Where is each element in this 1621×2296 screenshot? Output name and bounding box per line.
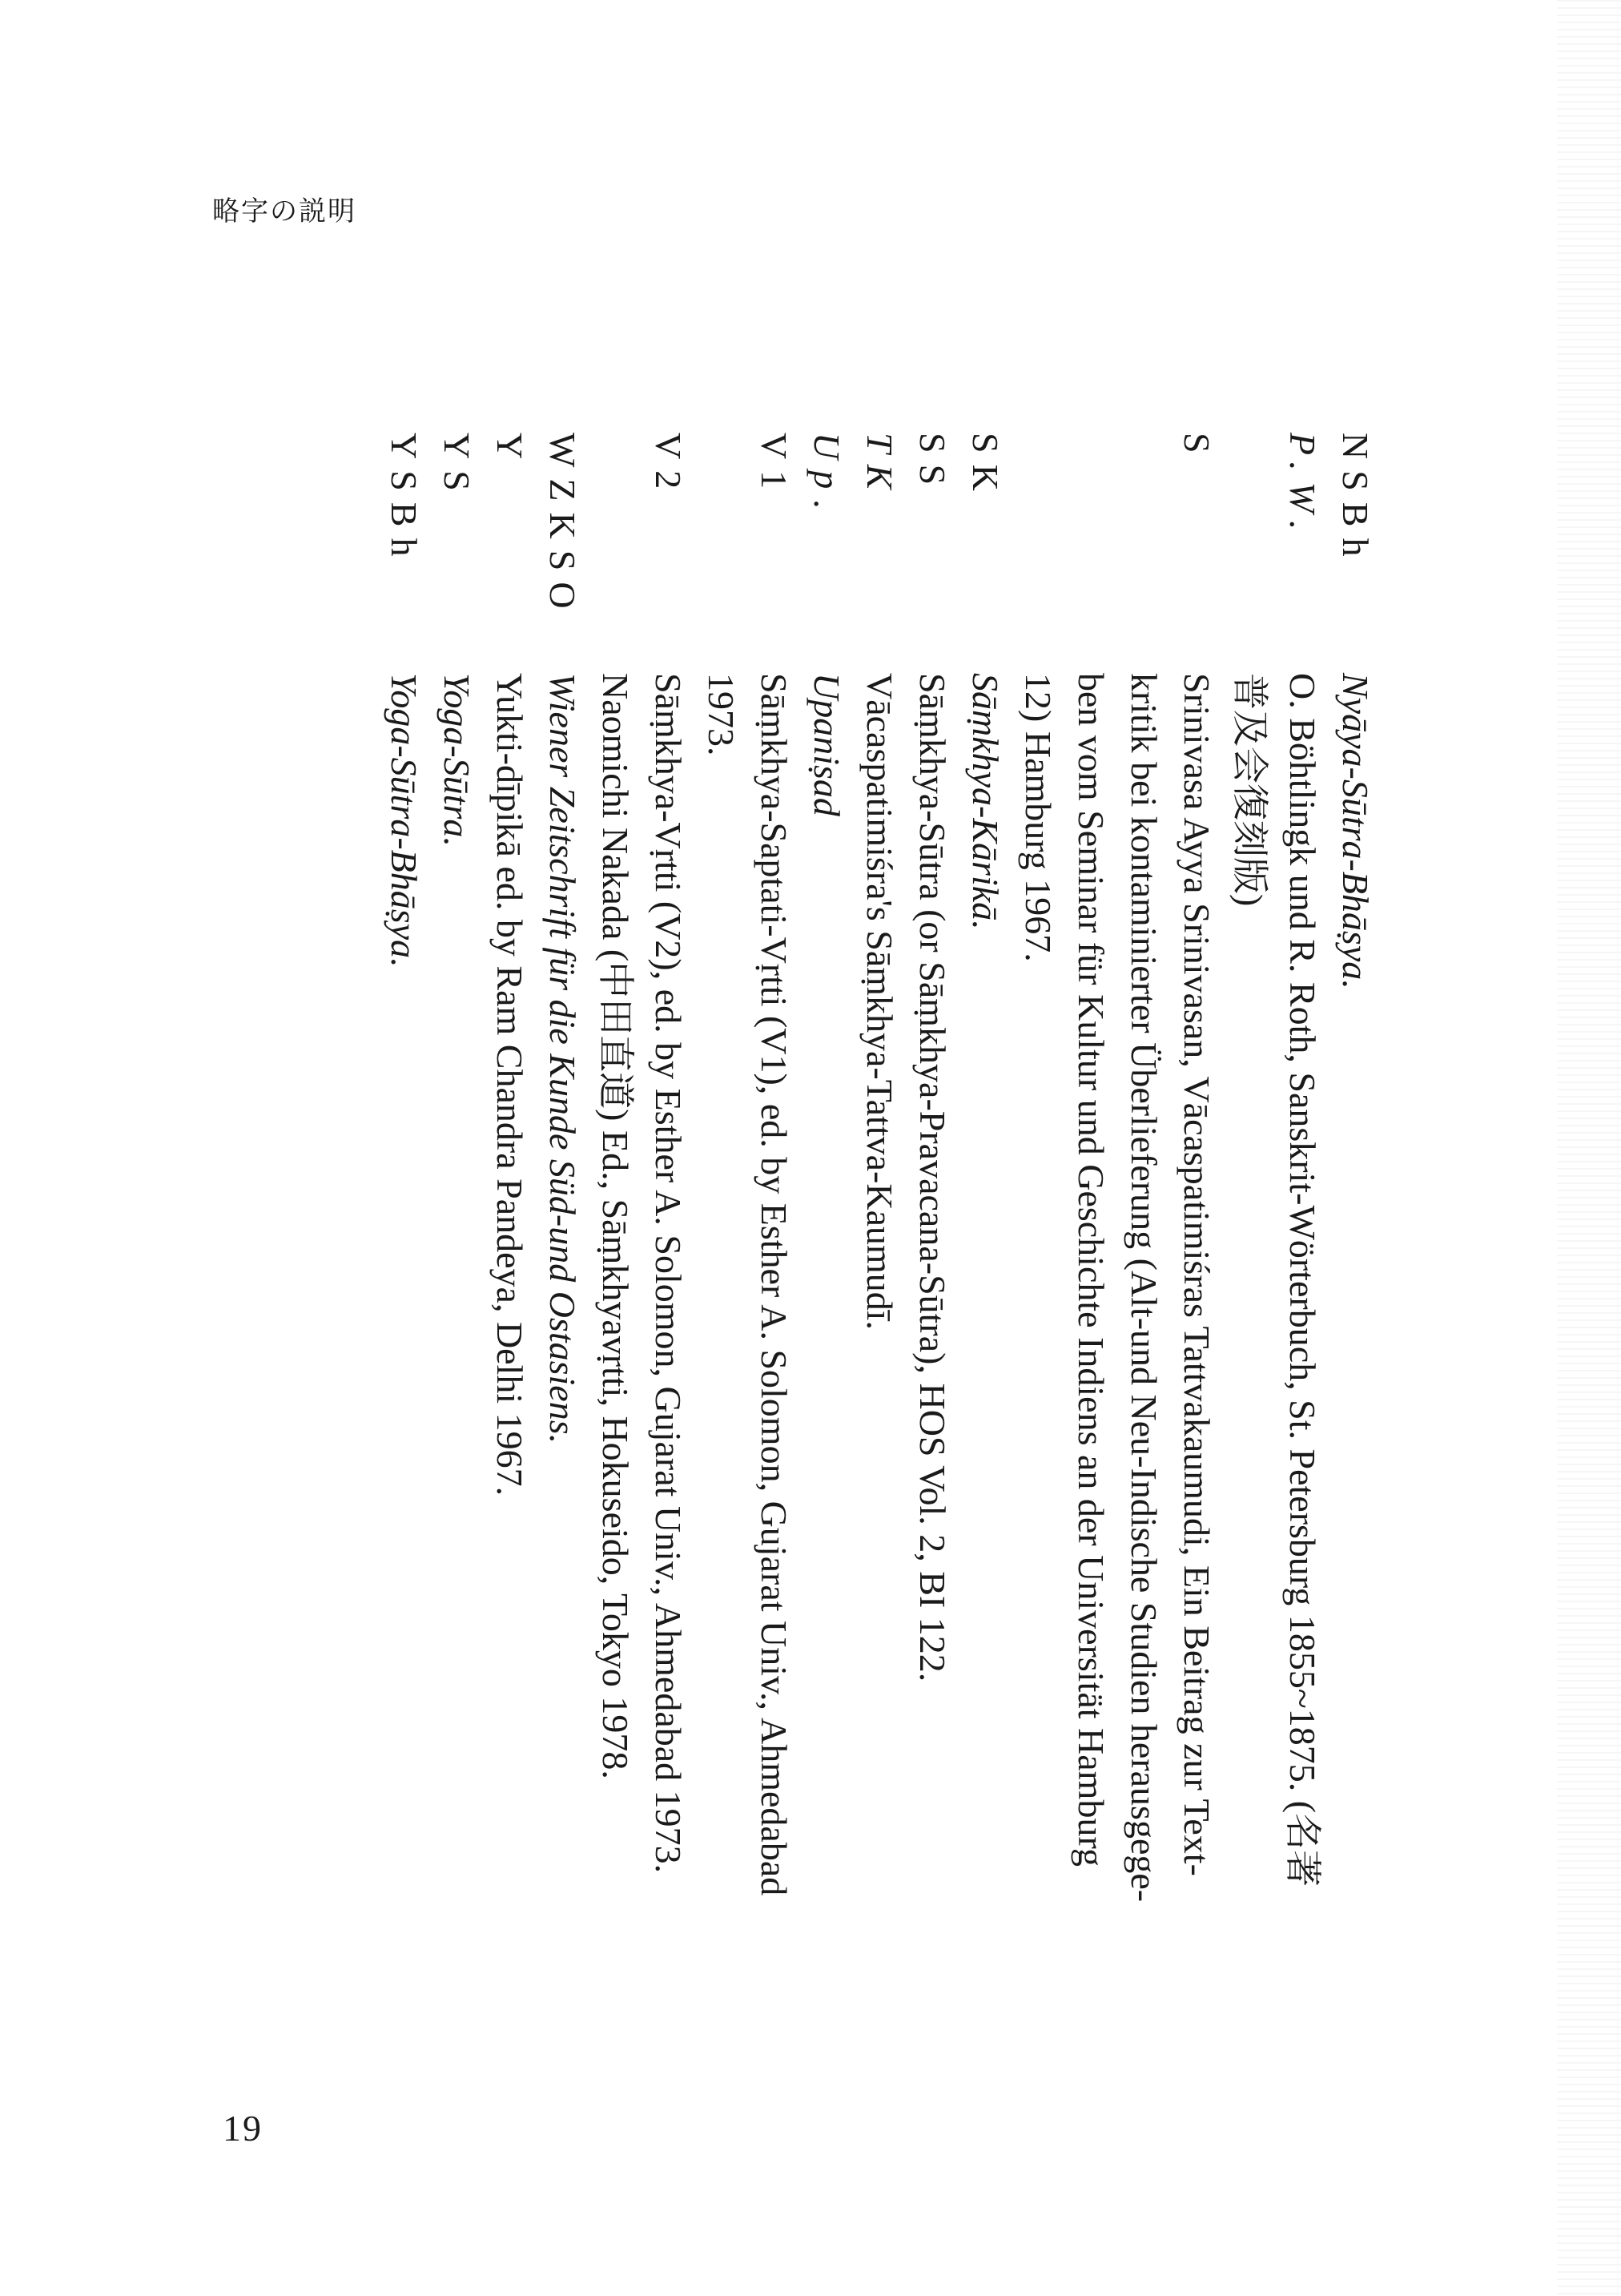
list-item bbox=[906, 433, 959, 2123]
description-line: Yoga-Sūtra-Bhāṣya. bbox=[384, 673, 424, 968]
abbreviation: YSBh bbox=[384, 433, 424, 568]
list-item bbox=[536, 433, 589, 2123]
list-item bbox=[1012, 433, 1223, 2123]
abbreviation-description bbox=[1012, 673, 1223, 2123]
abbreviation-list bbox=[377, 433, 1382, 2123]
list-item bbox=[1329, 433, 1382, 2123]
abbreviation-description bbox=[377, 673, 430, 2123]
description-line: Vācaspatimiśra's Sāṃkhya-Tattva-Kaumudī. bbox=[859, 673, 900, 1331]
abbreviation: SS bbox=[912, 433, 953, 497]
description-line: Yukti-dīpikā ed. by Ram Chandra Pandeya, Delhi 1967. bbox=[489, 673, 530, 1496]
abbreviation: V2 bbox=[648, 433, 689, 501]
abbreviation: Y bbox=[489, 433, 530, 471]
abbreviation-description bbox=[430, 673, 483, 2123]
description-line: 1973. bbox=[701, 673, 742, 756]
description-line: Srinivasa Ayya Srinivasan, Vācaspatimiśras Tattvakaumudi, Ein Beitrag zur Text- bbox=[1177, 673, 1217, 1876]
page-number: 19 bbox=[223, 2108, 263, 2149]
abbreviation-description bbox=[483, 673, 536, 2123]
abbreviation-description bbox=[536, 673, 589, 2123]
description-line: Sāṃkhya-Vṛtti (V2), ed. by Esther A. Solomon, Gujarat Univ., Ahmedabad 1973. bbox=[648, 673, 689, 1874]
description-line: Wiener Zeitschrift für die Kunde Süd-und Ostasiens. bbox=[542, 673, 583, 1444]
list-item bbox=[430, 433, 483, 2123]
description-line: 普及会復刻版) bbox=[1229, 673, 1270, 907]
abbreviation-description bbox=[694, 673, 800, 2123]
description-line: 12) Hamburg 1967. bbox=[1018, 673, 1059, 962]
abbreviation: YS bbox=[436, 433, 477, 502]
description-line: Yoga-Sūtra. bbox=[436, 673, 477, 847]
abbreviation-description bbox=[589, 673, 694, 2123]
description-line: Upaniṣad bbox=[806, 673, 847, 816]
list-item bbox=[853, 433, 906, 2123]
abbreviation-description bbox=[853, 673, 906, 2123]
description-line: kritik bei kontaminierter Überlieferung (Alt-und Neu-Indische Studien herausgege- bbox=[1124, 673, 1164, 1903]
abbreviation: V1 bbox=[754, 433, 794, 501]
description-line: Nyāya-Sūtra-Bhāṣya. bbox=[1335, 673, 1376, 989]
list-item bbox=[959, 433, 1012, 2123]
description-line: Sāṃkhya-Kārikā. bbox=[965, 673, 1006, 930]
abbreviation: TK bbox=[859, 433, 900, 501]
description-line: Sāṃkhya-Sūtra (or Sāṃkhya-Pravacana-Sūtra), HOS Vol. 2, BI 122. bbox=[912, 673, 953, 1682]
abbreviation-description bbox=[959, 673, 1012, 2123]
description-line: Sāṃkhya-Saptati-Vṛtti (V1), ed. by Esther A. Solomon, Gujarat Univ., Ahmedabad bbox=[754, 673, 794, 1896]
abbreviation-description bbox=[1223, 673, 1329, 2123]
list-item bbox=[1223, 433, 1329, 2123]
abbreviation: Up. bbox=[806, 433, 847, 521]
scan-edge-shading bbox=[1557, 0, 1621, 2296]
description-line: Naomichi Nakada (中田直道) Ed., Sāṃkhyavṛtti, Hokuseido, Tokyo 1978. bbox=[595, 673, 636, 1779]
abbreviation-description bbox=[1329, 673, 1382, 2123]
list-item bbox=[800, 433, 853, 2123]
description-line: O. Böhtlingk und R. Roth, Sanskrit-Wörterbuch, St. Petersburg 1855~1875. (名著 bbox=[1282, 673, 1323, 1887]
list-item bbox=[694, 433, 800, 2123]
abbreviation-description bbox=[800, 673, 853, 2123]
list-item bbox=[589, 433, 694, 2123]
page-title: 略字の説明 bbox=[212, 195, 356, 228]
description-line: ben vom Seminar für Kultur und Geschichte Indiens an der Universität Hamburg bbox=[1071, 673, 1112, 1867]
abbreviation: NSBh bbox=[1335, 433, 1376, 568]
abbreviation: WZKSO bbox=[542, 433, 583, 620]
abbreviation-description bbox=[906, 673, 959, 2123]
list-item bbox=[377, 433, 430, 2123]
list-item bbox=[483, 433, 536, 2123]
abbreviation: SK bbox=[965, 433, 1006, 502]
abbreviation: S bbox=[1177, 433, 1217, 465]
abbreviation: P.W. bbox=[1282, 433, 1323, 542]
